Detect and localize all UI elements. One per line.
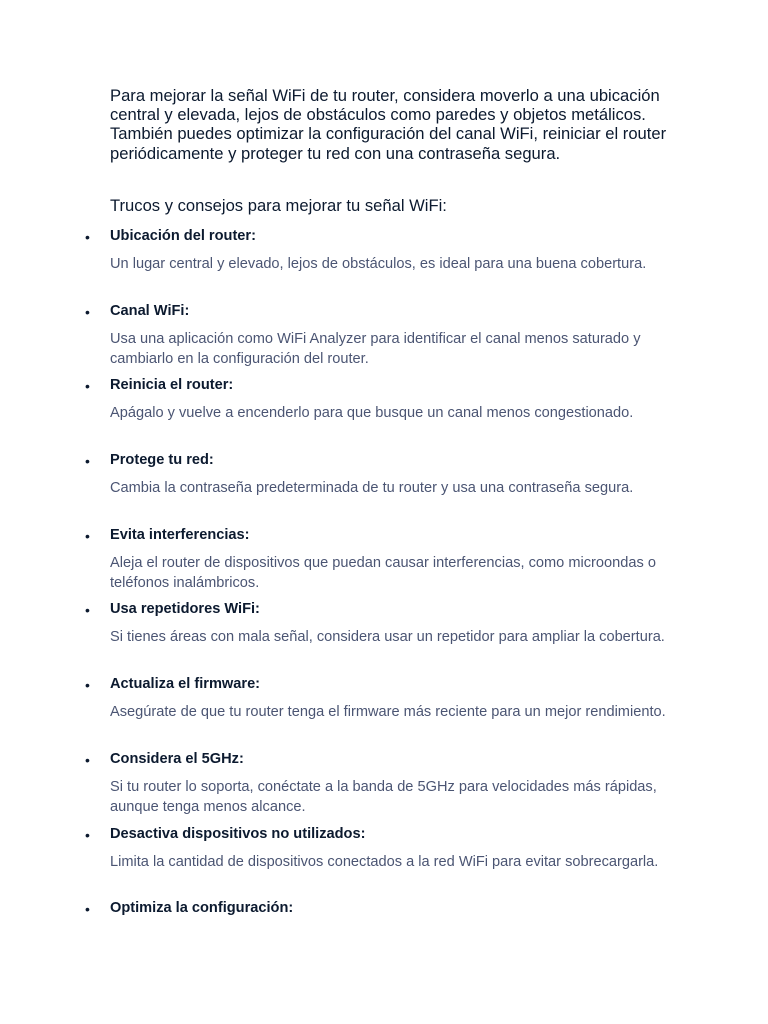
bullet-icon: • — [85, 901, 90, 918]
bullet-icon: • — [85, 751, 90, 768]
tip-description: Asegúrate de que tu router tenga el firmware más reciente para un mejor rendimiento. — [110, 704, 666, 721]
tip-title: Considera el 5GHz: — [110, 750, 244, 767]
tip-title: Canal WiFi: — [110, 302, 190, 319]
list-item — [0, 898, 768, 973]
bullet-icon: • — [85, 527, 90, 544]
list-item — [0, 824, 768, 899]
bullet-icon: • — [85, 677, 90, 694]
tips-heading: Trucos y consejos para mejorar tu señal WiFi: — [110, 196, 447, 215]
tip-title: Ubicación del router: — [110, 228, 256, 244]
list-item — [0, 226, 768, 301]
bullet-icon: • — [85, 453, 90, 470]
tip-title: Optimiza la configuración: — [110, 900, 294, 917]
tip-description: Limita la cantidad de dispositivos conectados a la red WiFi para evitar sobrecargarla. — [110, 853, 659, 870]
list-item — [0, 450, 768, 525]
tip-description: Si tu router lo soporta, conéctate a la banda de 5GHz para velocidades más rápidas, aunque tenga menos alcance. — [110, 778, 657, 815]
list-item — [0, 749, 768, 824]
tip-description: Usa una aplicación como WiFi Analyzer para identificar el canal menos saturado y cambiarlo en la configuración del router. — [110, 330, 641, 367]
bullet-icon: • — [85, 229, 90, 245]
tip-title: Usa repetidores WiFi: — [110, 601, 260, 618]
list-item — [0, 375, 768, 450]
bullet-icon: • — [85, 303, 90, 320]
list-item — [0, 674, 768, 749]
tip-title: Protege tu red: — [110, 452, 214, 469]
bullet-icon: • — [85, 602, 90, 619]
bullet-icon: • — [85, 826, 90, 843]
tip-title: Reinicia el router: — [110, 377, 234, 394]
tips-list — [0, 226, 768, 973]
tip-title: Actualiza el firmware: — [110, 676, 261, 693]
bullet-icon: • — [85, 378, 90, 395]
tip-description: Si tienes áreas con mala señal, considera usar un repetidor para ampliar la cobertura. — [110, 629, 665, 646]
list-item — [0, 599, 768, 674]
tip-title: Desactiva dispositivos no utilizados: — [110, 825, 366, 842]
list-item — [0, 525, 768, 600]
tip-title: Evita interferencias: — [110, 526, 250, 543]
tip-description: Aleja el router de dispositivos que puedan causar interferencias, como microondas o teléfonos inalámbricos. — [110, 554, 656, 591]
intro-paragraph: Para mejorar la señal WiFi de tu router, considera moverlo a una ubicación central y elevada, lejos de obstáculos como paredes y objetos metálicos. También puedes optimizar la configuración del canal WiFi, reiniciar el router periódicamente y proteger tu red con una contraseña segura. — [110, 86, 667, 163]
tip-description: Cambia la contraseña predeterminada de tu router y usa una contraseña segura. — [110, 480, 634, 497]
list-item — [0, 301, 768, 376]
tip-description: Un lugar central y elevado, lejos de obstáculos, es ideal para una buena cobertura. — [110, 256, 647, 272]
tip-description: Apágalo y vuelve a encenderlo para que busque un canal menos congestionado. — [110, 405, 634, 422]
